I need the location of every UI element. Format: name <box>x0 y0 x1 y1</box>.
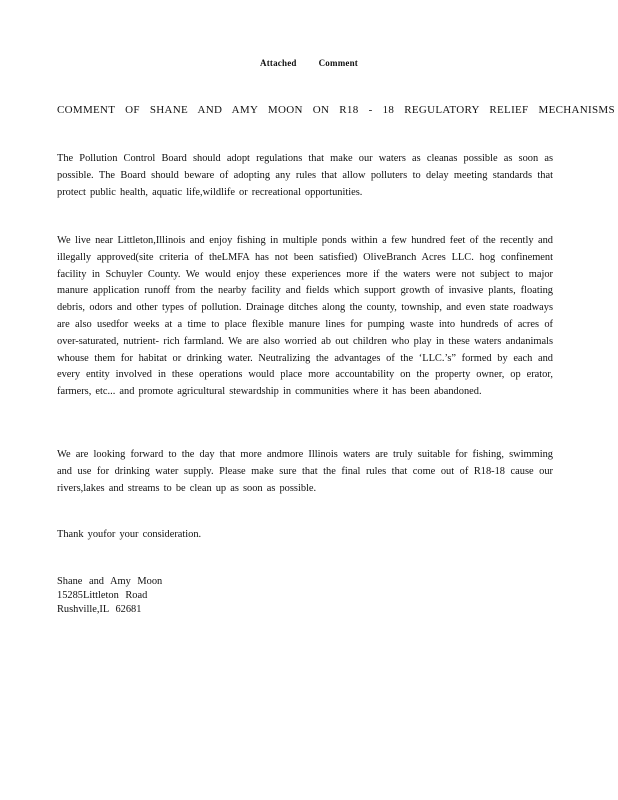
attached-label: Attached <box>260 58 297 68</box>
paragraph-3: We are looking forward to the day that more andmore Illinois waters are truly suitable for fishing, swimming and use for drinking water supply. Please make sure that the final rules that come out of R18-18 cause our rivers,lakes and streams to be clean up as soon as possible. <box>57 449 553 494</box>
signature-block <box>57 575 162 617</box>
document-title: COMMENT OF SHANE AND AMY MOON ON R18 - 18 REGULATORY RELIEF MECHANISMS <box>57 104 615 116</box>
signature-street: 15285Littleton Road <box>57 590 148 601</box>
paragraph-1: The Pollution Control Board should adopt regulations that make our waters as cleanas possible as soon as possible. The Board should beware of adopting any rules that allow polluters to delay meeting standards that protect public health, aquatic life,wildlife or recreational opportunities. <box>57 153 553 198</box>
attached-comment-header <box>0 58 618 68</box>
signature-name: Shane and Amy Moon <box>57 576 163 587</box>
paragraph-2: We live near Littleton,Illinois and enjoy fishing in multiple ponds within a few hundred feet of the recently and illegally approved(site criteria of theLMFA has not been satisfied) OliveBranch Acres LLC. hog confinement facility in Schuyler County. We would enjoy these experiences more if the waters were not subject to major manure application runoff from the nearby facility and fields which support growth of invasive plants, floating debris, odors and other types of pollution. Drainage ditches along the county, township, and even state roadways are also usedfor weeks at a time to place flexible manure lines for pumping waste into hundreds of acres of over-saturated, nutrient- rich farmland. We are also worried ab out children who play in these waters andanimals whouse them for habitat or drinking water. Neutralizing the advantages of the ‘LLC.’s” formed by each and every entity involved in these operations would place more accountability on the property owner, op erator, farmers, etc... and promote agricultural stewardship in communities where it has been abandoned. <box>57 235 553 398</box>
signature-city: Rushville,IL 62681 <box>57 604 142 615</box>
paragraph-closing: Thank youfor your consideration. <box>57 529 202 540</box>
comment-label: Comment <box>318 58 358 68</box>
